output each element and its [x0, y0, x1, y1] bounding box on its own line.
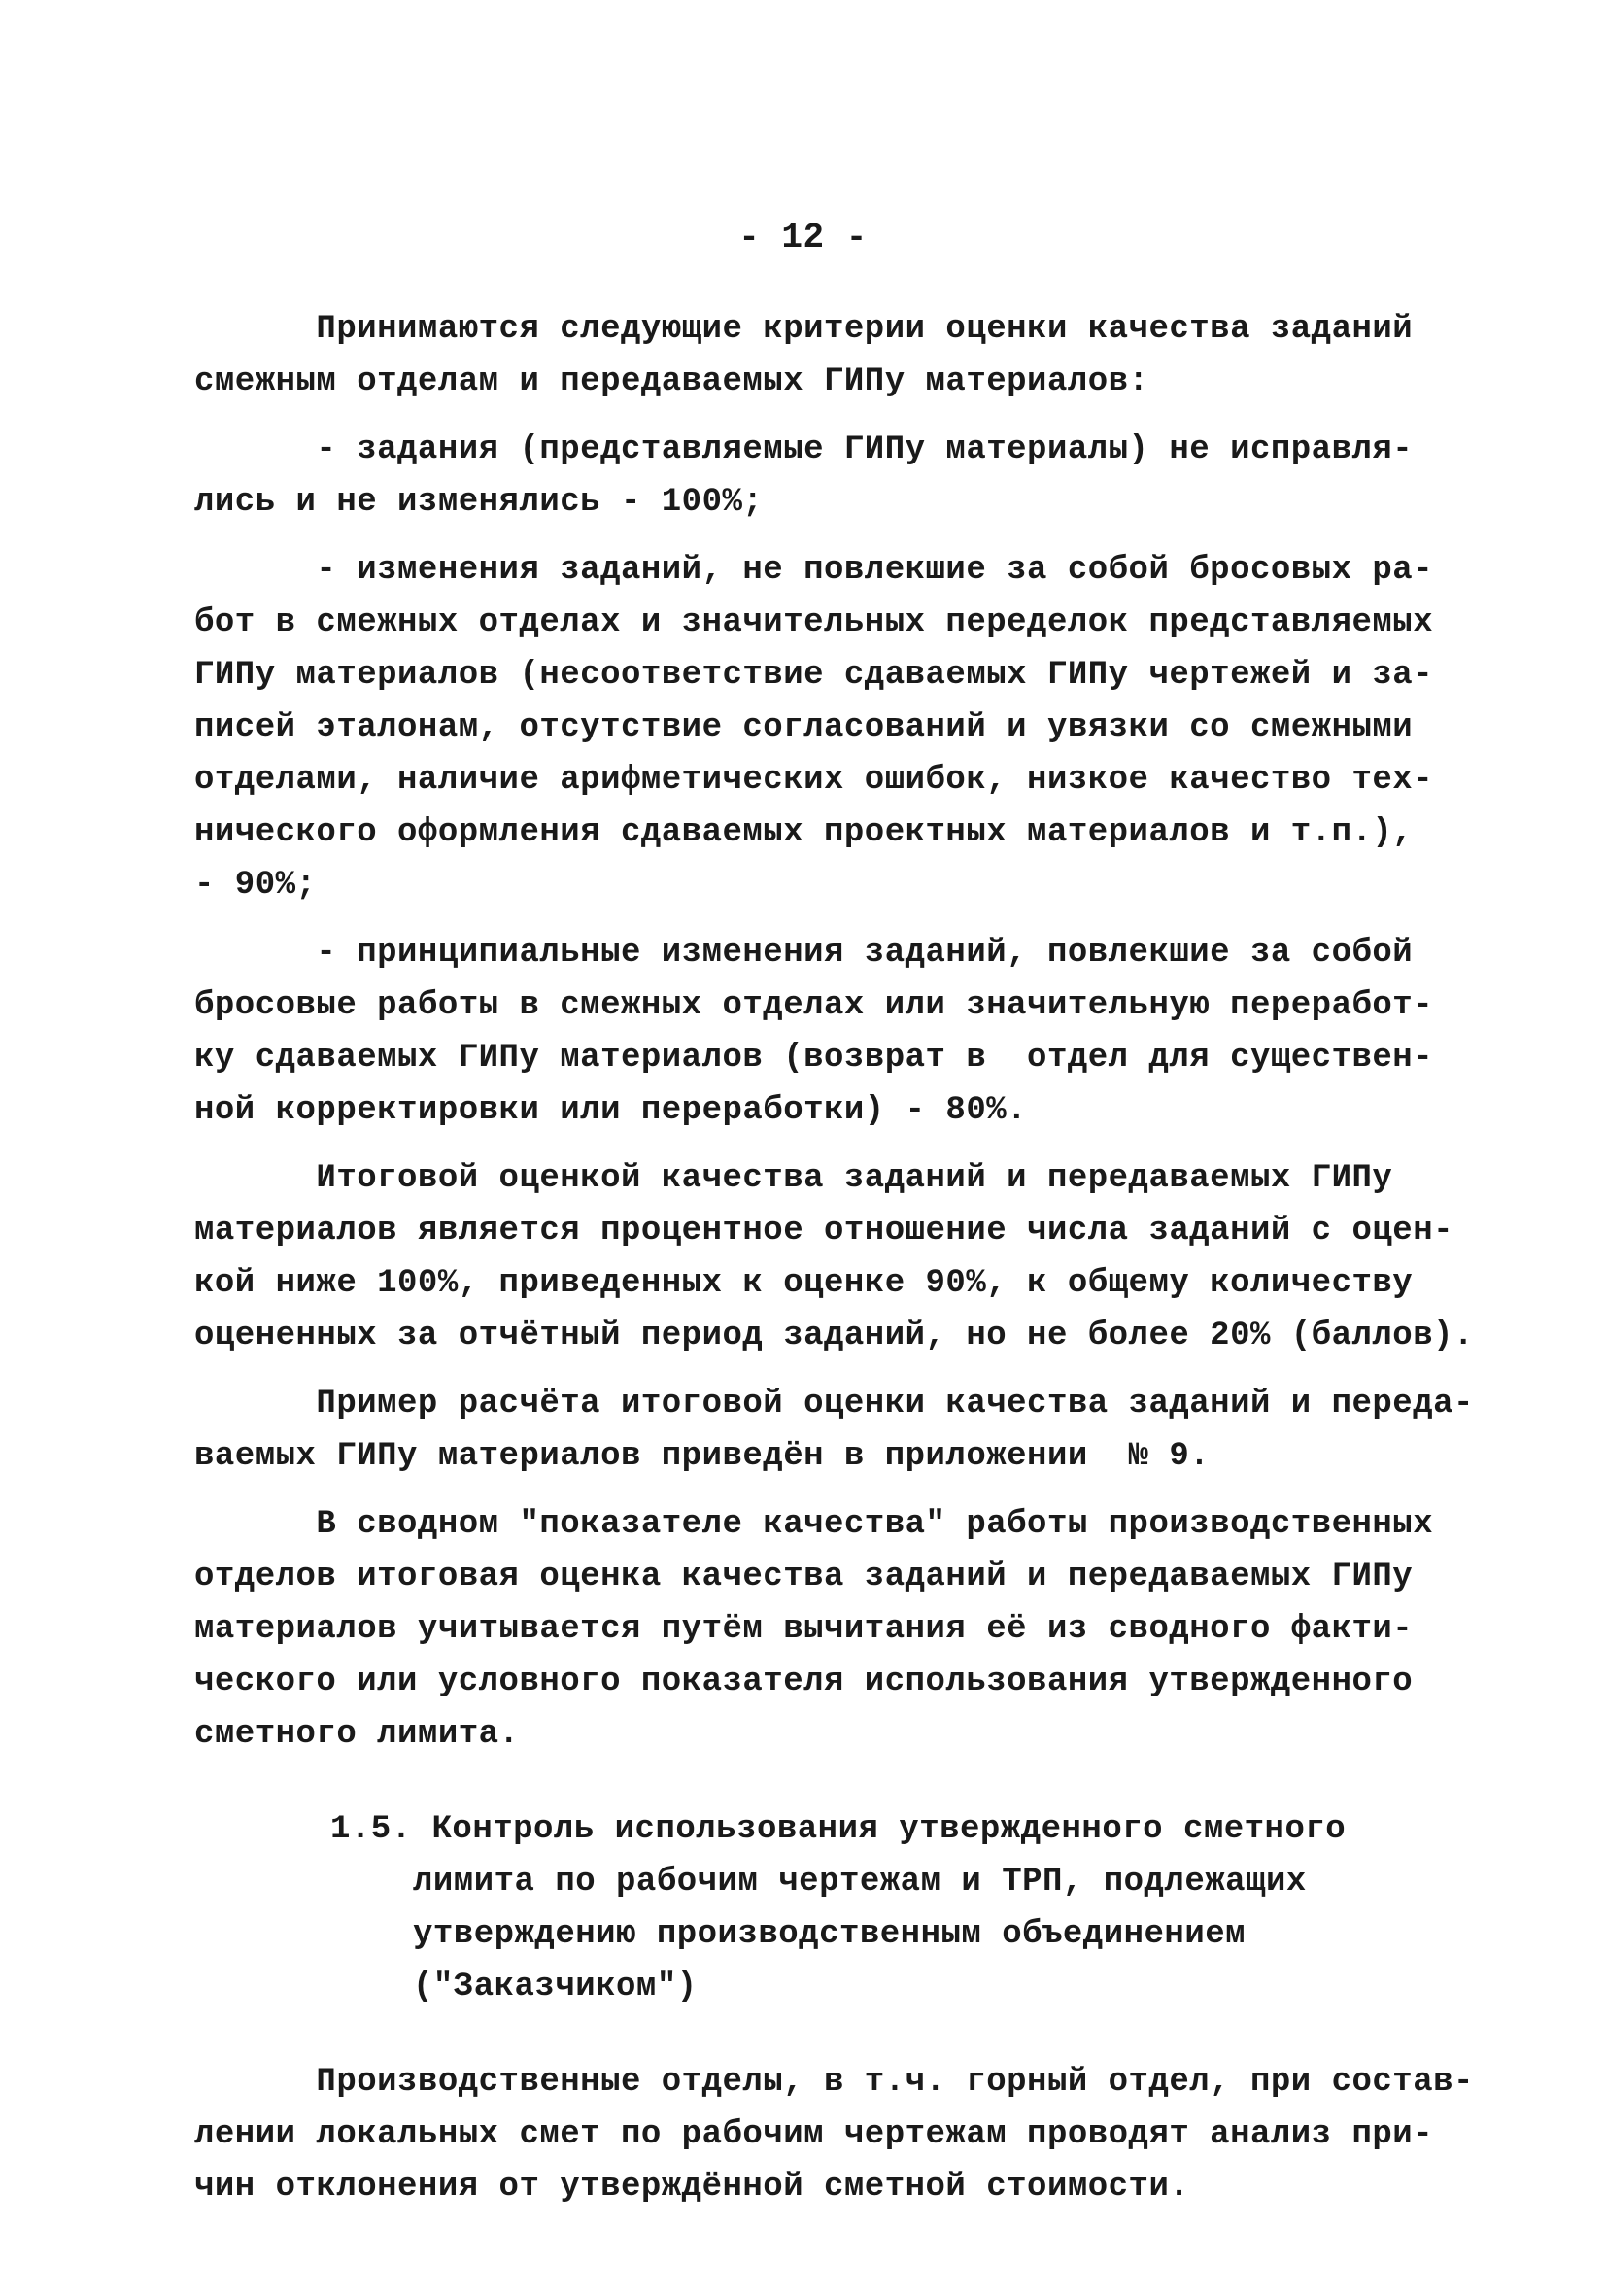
text-line: материалов является процентное отношение числа заданий с оцен-: [194, 1213, 1454, 1250]
text-line: материалов учитывается путём вычитания её из сводного факти-: [194, 1611, 1414, 1648]
text-line: - изменения заданий, не повлекшие за собой бросовых ра-: [194, 552, 1434, 589]
text-line: Итоговой оценкой качества заданий и передаваемых ГИПу: [194, 1160, 1393, 1197]
text-line: Производственные отделы, в т.ч. горный отдел, при состав-: [194, 2064, 1474, 2101]
paragraph-criteria-intro: [194, 303, 1414, 408]
heading-line: 1.5. Контроль использования утвержденного сметного: [330, 1811, 1347, 1848]
text-line: ваемых ГИПу материалов приведён в приложении № 9.: [194, 1438, 1211, 1475]
text-line: ческого или условного показателя использования утвержденного: [194, 1663, 1414, 1700]
text-line: писей эталонам, отсутствие согласований и увязки со смежными: [194, 709, 1414, 746]
text-line: Пример расчёта итоговой оценки качества заданий и переда-: [194, 1386, 1474, 1422]
text-line: нического оформления сдаваемых проектных материалов и т.п.),: [194, 814, 1414, 851]
heading-line: утверждению производственным объединением: [413, 1916, 1247, 1953]
section-heading-1-5: [194, 1803, 1399, 2013]
text-line: бот в смежных отделах и значительных переделок представляемых: [194, 604, 1434, 641]
heading-line: лимита по рабочим чертежам и ТРП, подлежащих: [413, 1864, 1307, 1901]
text-line: Принимаются следующие критерии оценки качества заданий: [194, 311, 1414, 348]
text-line: сметного лимита.: [194, 1716, 520, 1753]
text-line: ГИПу материалов (несоответствие сдаваемых ГИПу чертежей и за-: [194, 657, 1434, 694]
text-line: кой ниже 100%, приведенных к оценке 90%, к общему количеству: [194, 1265, 1414, 1302]
text-line: - 90%;: [194, 867, 317, 904]
text-line: - принципиальные изменения заданий, повлекшие за собой: [194, 935, 1414, 972]
document-body: [194, 303, 1474, 2229]
paragraph-example-reference: [194, 1378, 1474, 1483]
text-line: чин отклонения от утверждённой сметной стоимости.: [194, 2169, 1190, 2206]
text-line: лении локальных смет по рабочим чертежам проводят анализ при-: [194, 2116, 1434, 2153]
text-line: - задания (представляемые ГИПу материалы) не исправля-: [194, 431, 1414, 468]
text-line: В сводном "показателе качества" работы производственных: [194, 1506, 1434, 1543]
paragraph-final-score: [194, 1152, 1474, 1362]
paragraph-summary-indicator: [194, 1498, 1434, 1761]
text-line: отделами, наличие арифметических ошибок, низкое качество тех-: [194, 762, 1434, 799]
text-line: лись и не изменялись - 100%;: [194, 484, 764, 521]
text-line: бросовые работы в смежных отделах или значительную переработ-: [194, 987, 1434, 1024]
text-line: смежным отделам и передаваемых ГИПу материалов:: [194, 363, 1149, 400]
paragraph-criterion-100: [194, 424, 1414, 529]
paragraph-local-estimates: [194, 2056, 1474, 2213]
text-line: оцененных за отчётный период заданий, но не более 20% (баллов).: [194, 1318, 1474, 1354]
heading-line: ("Заказчиком"): [413, 1969, 698, 2005]
text-line: ку сдаваемых ГИПу материалов (возврат в отдел для существен-: [194, 1040, 1434, 1077]
text-line: ной корректировки или переработки) - 80%.: [194, 1092, 1028, 1129]
paragraph-criterion-90: [194, 544, 1434, 911]
paragraph-criterion-80: [194, 927, 1434, 1137]
page-number: - 12 -: [738, 218, 868, 257]
text-line: отделов итоговая оценка качества заданий и передаваемых ГИПу: [194, 1559, 1414, 1595]
